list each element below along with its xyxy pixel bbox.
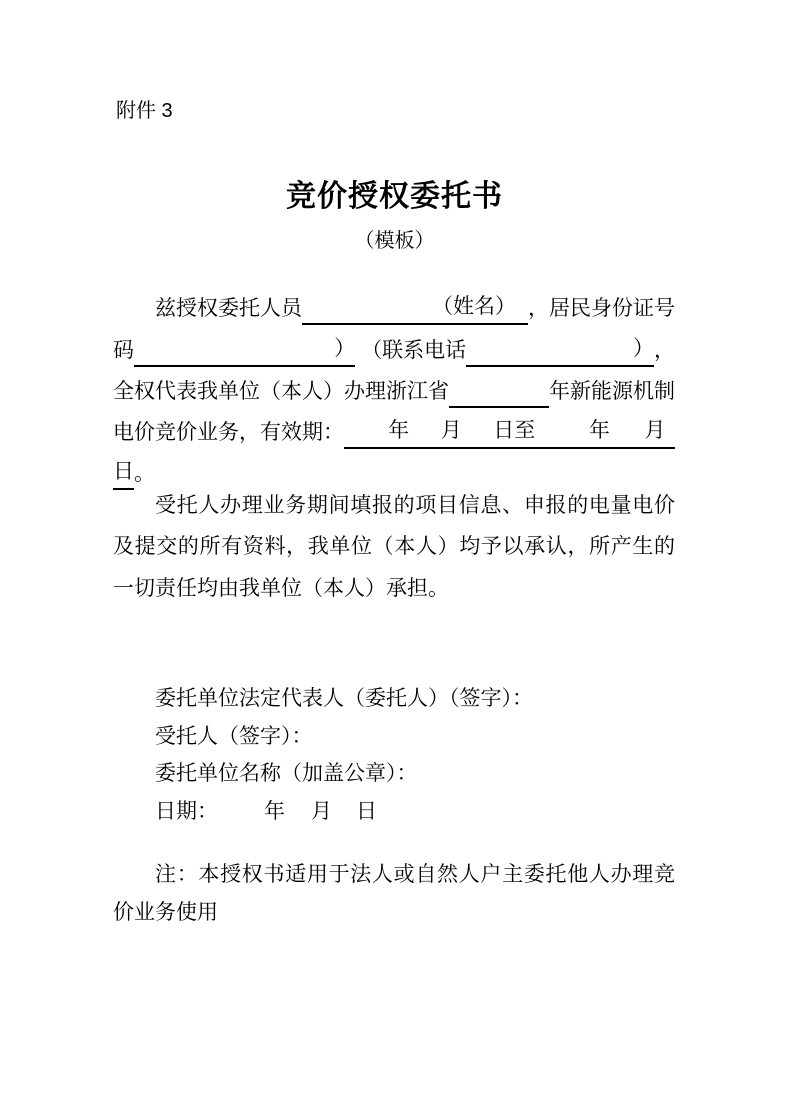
legal-representative-signature-line: 委托单位法定代表人（委托人）（签字）：	[155, 687, 533, 710]
commitment-line-2: 及提交的所有资料，我单位（本人）均予以承认，所产生的	[113, 535, 675, 559]
date-label: 日期：	[155, 799, 218, 823]
commitment-line-3: 一切责任均由我单位（本人）承担。	[113, 576, 449, 600]
phone-number-blank	[466, 365, 633, 367]
represent-unit-text: 全权代表我单位（本人）办理浙江省	[113, 379, 449, 403]
end-year-label: 年	[588, 419, 610, 443]
new-energy-text: 年新能源机制	[549, 379, 675, 403]
period-text: 。	[134, 462, 155, 486]
start-year-label: 年	[388, 419, 410, 443]
name-label: （姓名）	[432, 290, 516, 325]
validity-end-tail-blank	[666, 414, 675, 447]
start-month-label: 月	[440, 419, 462, 443]
note-block	[113, 856, 675, 932]
document-title: 竞价授权委托书	[286, 180, 503, 213]
id-number-intro-text: ，居民身份证号	[528, 297, 675, 321]
phone-label: （联系电话	[361, 338, 467, 362]
validity-start-month-blank	[409, 414, 441, 447]
company-name-seal-line: 委托单位名称（加盖公章）：	[155, 762, 418, 785]
end-day-label: 日	[113, 455, 134, 490]
authorization-line-1	[113, 290, 675, 331]
close-paren-1: ）	[334, 332, 355, 367]
end-month-label: 月	[644, 419, 666, 443]
validity-end-month-blank	[610, 414, 645, 447]
id-number-blank	[134, 365, 334, 367]
authorization-line-2	[113, 331, 675, 372]
commitment-paragraph	[113, 485, 675, 609]
date-month-label: 月	[311, 799, 332, 823]
date-day-label: 日	[356, 799, 377, 823]
validity-start-day-blank	[462, 414, 494, 447]
attachment-label: 附件 3	[116, 100, 173, 122]
authorization-line-4	[113, 414, 675, 455]
note-line-1: 注：本授权书适用于法人或自然人户主委托他人办理竞	[155, 863, 675, 886]
date-year-label: 年	[264, 799, 285, 823]
authorization-line-3	[113, 373, 675, 414]
signature-block	[113, 680, 675, 830]
id-code-text: 码	[113, 338, 134, 362]
document-subtitle: （模板）	[354, 230, 435, 252]
entrust-intro-text: 兹授权委托人员	[155, 297, 302, 321]
comma-text: ，	[654, 338, 675, 362]
year-blank	[449, 406, 549, 408]
day-to-label: 日至	[493, 419, 536, 443]
close-paren-2: ）	[633, 332, 654, 367]
trustee-signature-line: 受托人（签字）：	[155, 724, 313, 748]
authorization-paragraph	[113, 290, 675, 496]
commitment-line-1: 受托人办理业务期间填报的项目信息、申报的电量电价	[155, 494, 675, 517]
validity-start-year-blank	[344, 414, 388, 447]
note-line-2: 价业务使用	[113, 901, 218, 924]
validity-end-year-blank	[535, 414, 589, 447]
trustee-name-blank	[302, 323, 432, 325]
validity-period-blank	[344, 414, 675, 449]
name-blank-tail	[516, 323, 528, 325]
validity-label: 电价竞价业务，有效期：	[113, 421, 344, 445]
date-line	[155, 793, 675, 831]
